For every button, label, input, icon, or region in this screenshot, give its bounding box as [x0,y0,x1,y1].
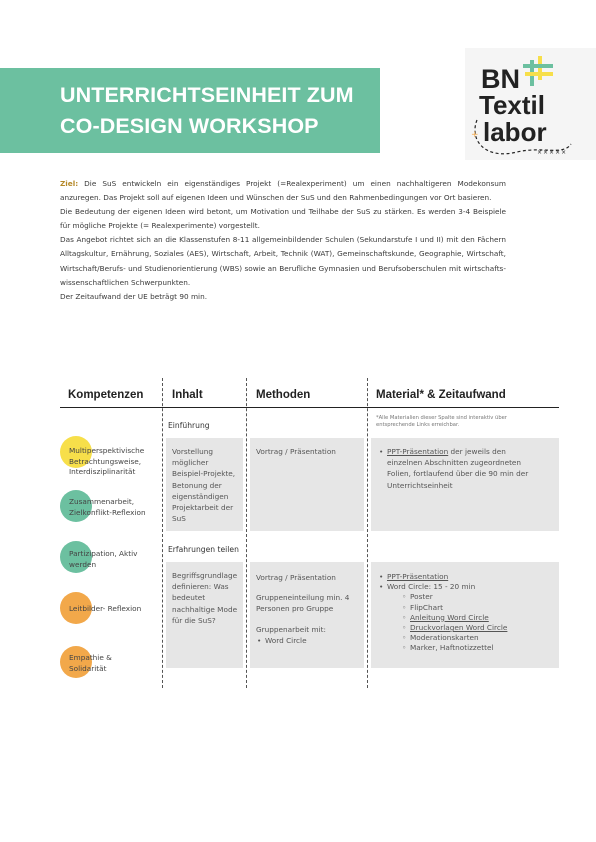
inhalt-erfahrungen: Begriffsgrundlage definieren: Was bedeutet nachhaltige Mode für die SuS? [172,571,238,625]
svg-text:labor: labor [483,117,547,147]
column-divider [367,378,368,688]
svg-text:+: + [471,130,479,140]
druckvorlagen-link[interactable]: ◦ Druckvorlagen Word Circle [401,623,548,633]
header-kompetenzen: Kompetenzen [68,389,144,401]
header-methoden: Methoden [256,389,311,401]
ppt-link[interactable]: PPT-Präsentation [387,447,449,456]
ppt-link-2[interactable]: PPT-Präsentation [387,572,449,581]
methoden-erfahrungen: Vortrag / Präsentation Gruppeneinteilung min. 4 Personen pro Gruppe Gruppenarbeit mit: • Word Circle [256,572,360,646]
bn-textillabor-logo [465,48,596,160]
competence-multiperspektivisch: Multiperspektivische Betrachtungsweise, Interdisziplinarität [69,446,145,476]
competence-partizipation: Partizipation, Aktiv werden [69,549,138,569]
inhalt-einfuehrung: Vorstellung möglicher Beispiel-Projekte, Betonung der eigenständigen Projektarbeit der SuS [172,447,236,524]
header-rule [60,407,559,408]
column-divider [246,378,247,688]
svg-text:Textil: Textil [479,90,545,120]
anleitung-link[interactable]: ◦ Anleitung Word Circle [401,613,548,623]
header-material: Material* & Zeitaufwand [376,389,506,401]
material-note: *Alle Materialien dieser Spalte sind interaktiv über entsprechende Links erreichbar. [376,415,507,428]
intro-text: Ziel: Die SuS entwickeln ein eigenständiges Projekt (=Realexperiment) um einen nachhaltigeren Modekonsum anzuregen. Das Projekt soll auf eigenen Ideen und Wünschen der SuS und den Rahmenbedingungen vor Ort basieren. Die Bedeutung der eigenen Ideen wird betont, um Motivation und Teilhabe der SuS zu stärken. Es werden 3-4 Beispiele für mögliche Projekte (= Realexperimente) vorgestellt. Das Angebot richtet sich an die Klassenstufen 8-11 allgemeinbildender Schulen (Sekundarstufe I und II) mit den Fächern Alltagskultur, Ernährung, Soziales (AES), Wirtschaft, Arbeit, Technik (WAT), Gemeinschaftskunde, Geographie, Wirtschaft, Wirtschaft/Berufs- und Studienorientierung (WBS) sowie an Berufliche Gymnasien und Berufsoberschulen mit wirtschafts-wissenschaftlichen Schwerpunkten. Der Zeitaufwand der UE beträgt 90 min. [60,179,506,301]
svg-text:BN: BN [481,64,520,94]
competence-zusammenarbeit: Zusammenarbeit, Zielkonflikt-Reflexion [69,497,146,517]
header-inhalt: Inhalt [172,389,203,401]
page-title: UNTERRICHTSEINHEIT ZUM CO-DESIGN WORKSHOP [60,83,354,138]
competence-leitbilder: Leitbilder- Reflexion [69,604,142,613]
competence-empathie: Empathie & Solidarität [69,653,112,673]
column-divider [162,378,163,688]
methoden-einfuehrung: Vortrag / Präsentation [256,447,336,456]
material-einfuehrung: • PPT-Präsentation der jeweils den einzelnen Abschnitten zugeordneten Folien, fortlaufend über die 90 min der Unterrichtseinheit [378,446,530,491]
material-erfahrungen: • PPT-Präsentation • Word Circle: 15 - 20 min ◦ Poster ◦ FlipChart ◦ Anleitung Word Circle ◦ Druckvorlagen Word Circle ◦ Moderationskarten ◦ Marker, Haftnotizzettel [378,572,548,654]
section-einfuehrung: Einführung [168,421,210,430]
section-erfahrungen: Erfahrungen teilen [168,545,239,554]
svg-text:×××××: ××××× [537,149,568,156]
